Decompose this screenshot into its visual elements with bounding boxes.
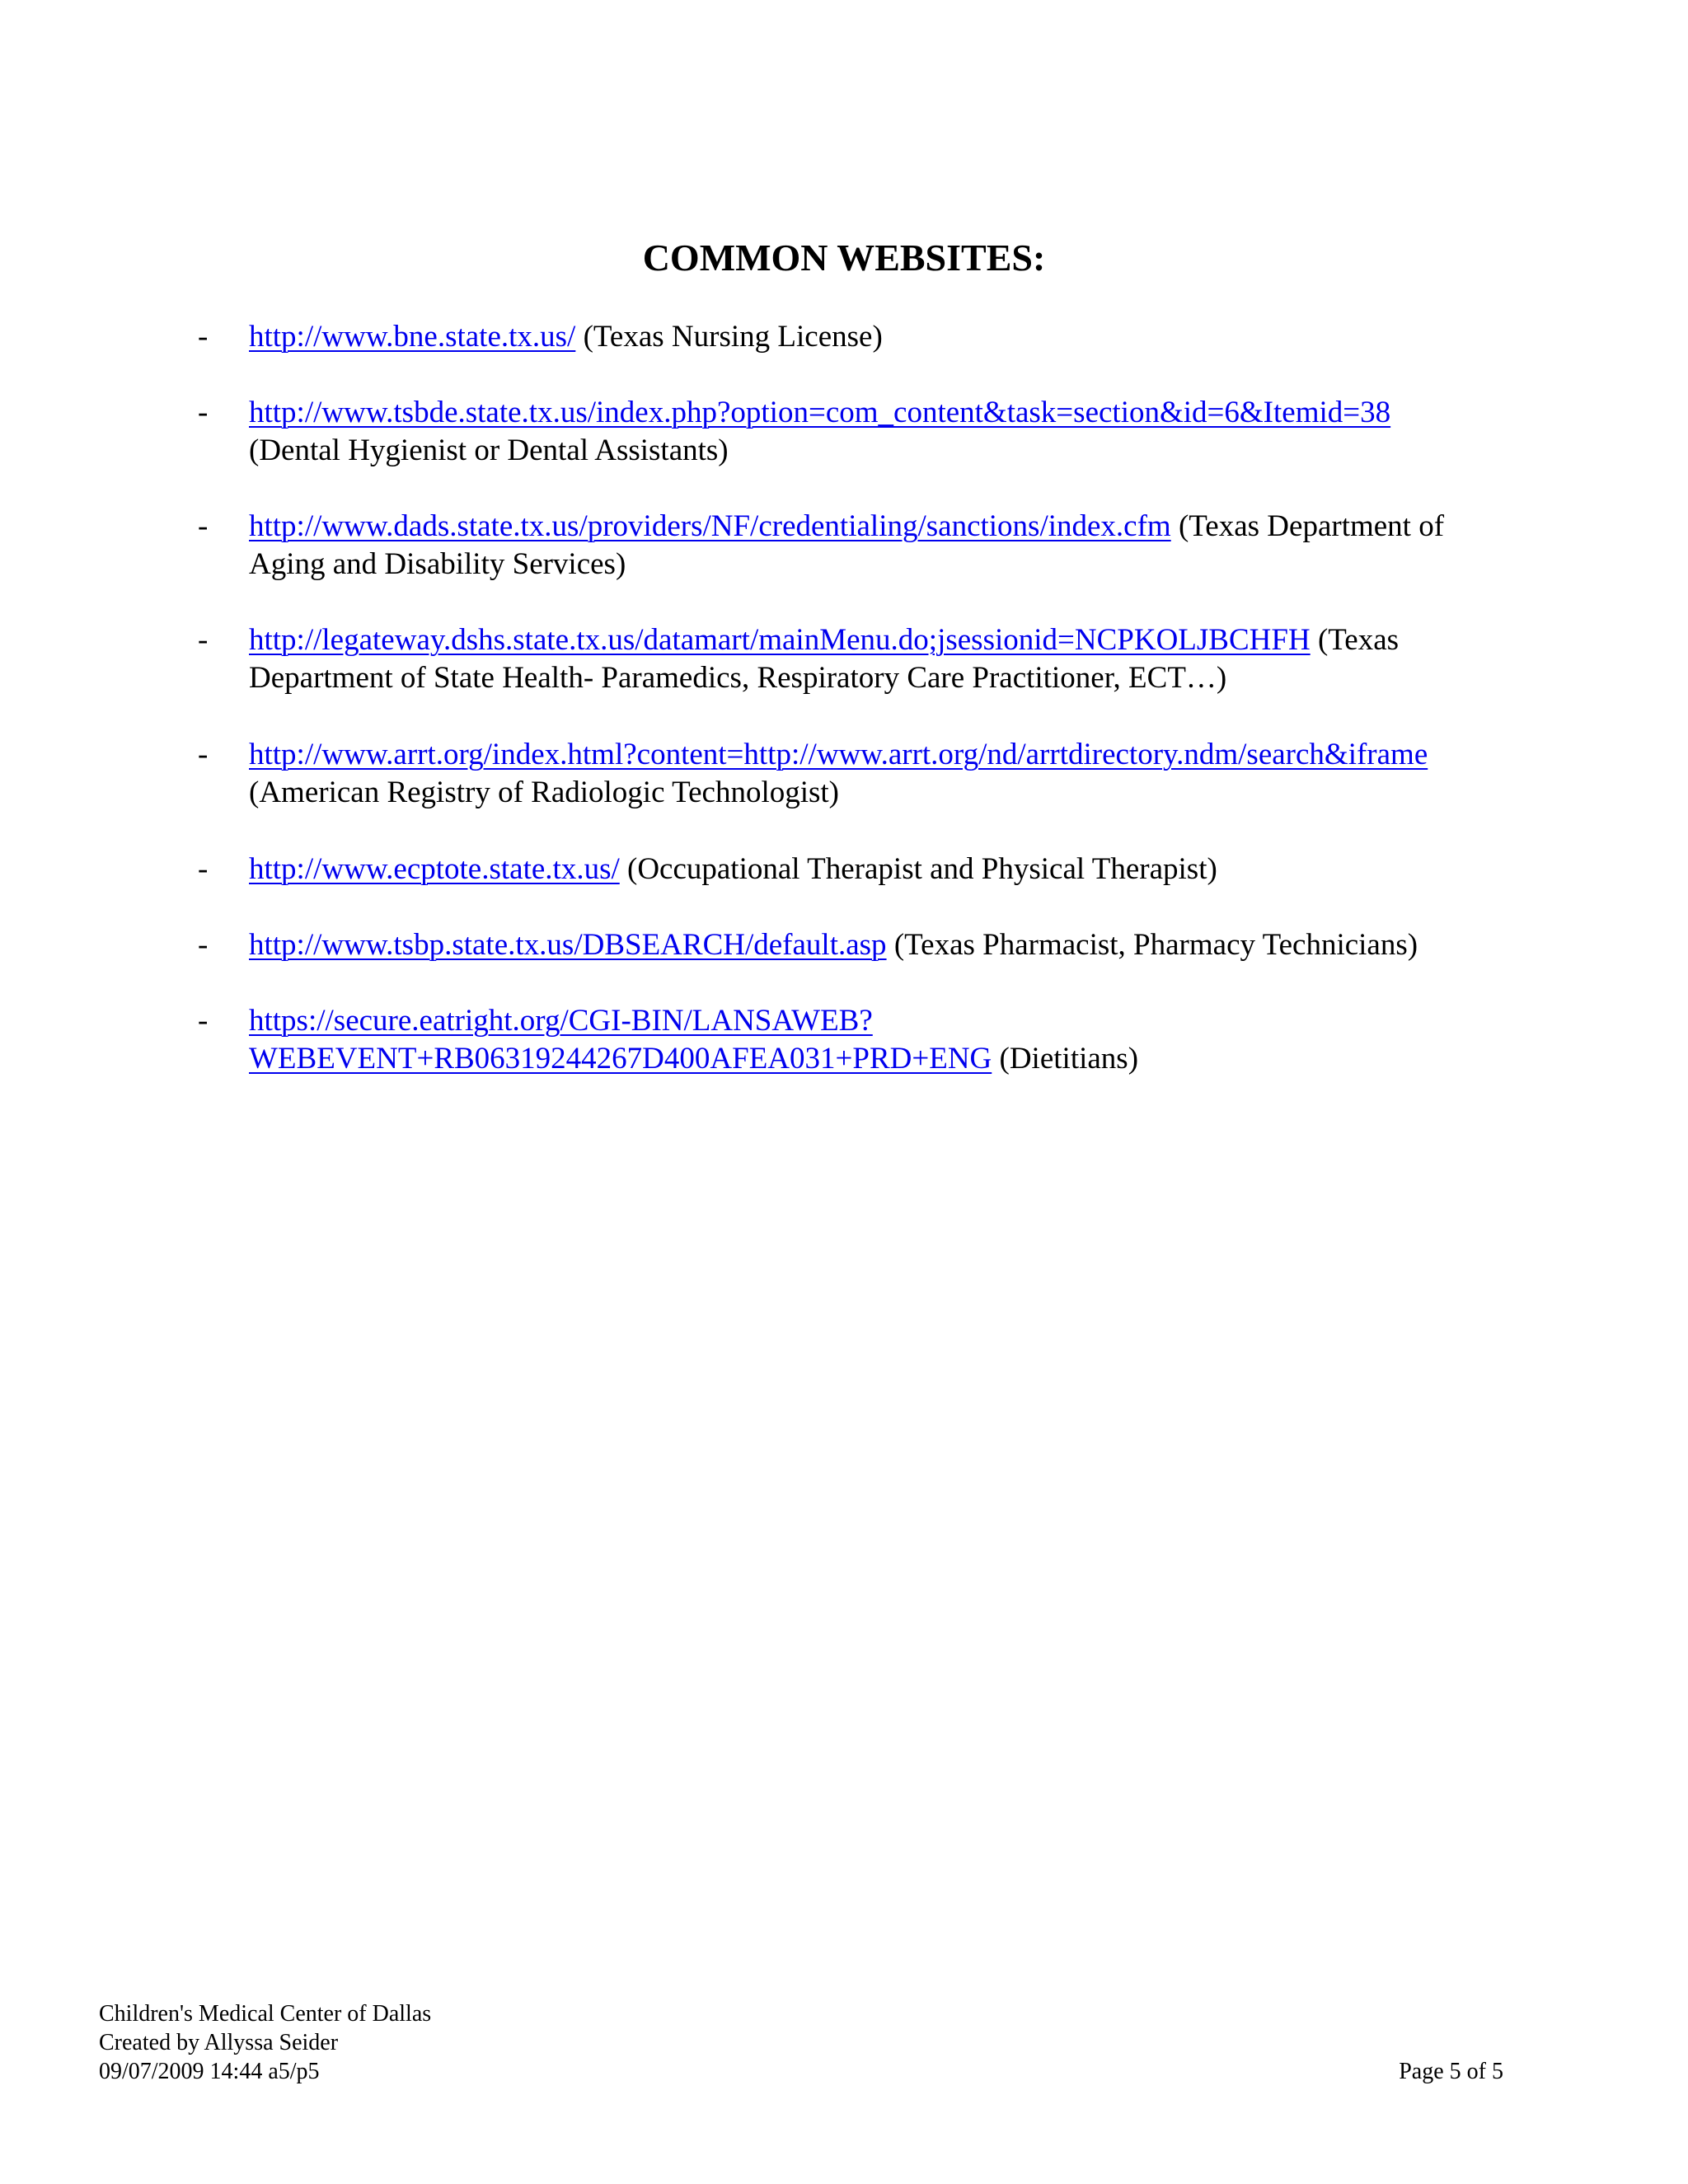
footer-info: [99, 1999, 431, 2086]
description-nursing-license: (Texas Nursing License): [583, 320, 883, 354]
description-dietitians: (Dietitians): [999, 1042, 1139, 1076]
bullet-dash: -: [198, 852, 209, 886]
link-eatright-line2[interactable]: WEBEVENT+RB06319244267D400AFEA031+PRD+ENG: [249, 1042, 992, 1076]
description-dads-line2: Aging and Disability Services): [249, 547, 626, 581]
link-dental-board[interactable]: http://www.tsbde.state.tx.us/index.php?option=com_content&task=section&id=6&Itemid=38: [249, 396, 1391, 429]
description-ecptote: (Occupational Therapist and Physical Therapist): [627, 852, 1217, 886]
link-dads-sanctions[interactable]: http://www.dads.state.tx.us/providers/NF/credentialing/sanctions/index.cfm: [249, 509, 1171, 543]
description-pharmacy: (Texas Pharmacist, Pharmacy Technicians): [893, 928, 1418, 962]
bullet-dash: -: [198, 738, 209, 771]
bullet-dash: -: [198, 320, 209, 354]
description-dental: (Dental Hygienist or Dental Assistants): [249, 434, 729, 467]
link-arrt-directory[interactable]: http://www.arrt.org/index.html?content=http://www.arrt.org/nd/arrtdirectory.ndm/search&iframe: [249, 738, 1428, 771]
description-arrt: (American Registry of Radiologic Technologist): [249, 776, 840, 809]
link-nursing-license[interactable]: http://www.bne.state.tx.us/: [249, 320, 576, 354]
description-dads-line1: (Texas Department of: [1178, 509, 1445, 543]
footer-created-by: Created by Allyssa Seider: [99, 2030, 339, 2055]
description-dshs-line1: (Texas: [1317, 623, 1400, 657]
bullet-dash: -: [198, 928, 209, 962]
link-ecptote[interactable]: http://www.ecptote.state.tx.us/: [249, 852, 620, 886]
footer-organization: Children's Medical Center of Dallas: [99, 2001, 432, 2027]
bullet-dash: -: [198, 623, 209, 657]
link-eatright-line1[interactable]: https://secure.eatright.org/CGI-BIN/LANSAWEB?: [249, 1004, 873, 1038]
description-dshs-line2: Department of State Health- Paramedics, Respiratory Care Practitioner, ECT…): [249, 661, 1227, 695]
bullet-dash: -: [198, 1004, 209, 1038]
link-dshs-datamart[interactable]: http://legateway.dshs.state.tx.us/datamart/mainMenu.do;jsessionid=NCPKOLJBCHFH: [249, 623, 1311, 657]
footer-datestamp: 09/07/2009 14:44 a5/p5: [99, 2059, 320, 2084]
bullet-dash: -: [198, 509, 209, 543]
link-pharmacy-board[interactable]: http://www.tsbp.state.tx.us/DBSEARCH/default.asp: [249, 928, 887, 962]
bullet-dash: -: [198, 396, 209, 429]
footer-page-number: Page 5 of 5: [1399, 2059, 1503, 2084]
page-title: COMMON WEBSITES:: [642, 237, 1046, 279]
